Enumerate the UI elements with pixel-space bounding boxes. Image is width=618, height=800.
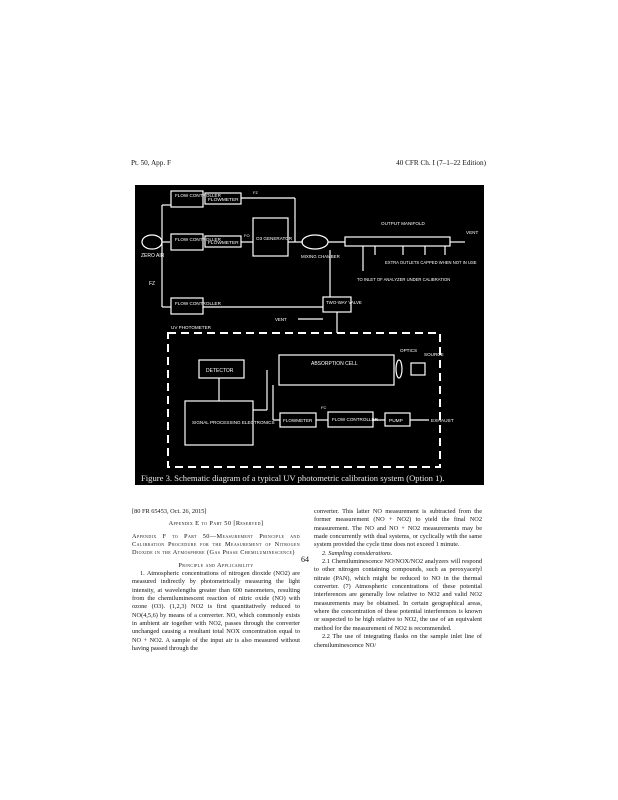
mixing-chamber-label: MIXING CHAMBER bbox=[301, 254, 340, 259]
uv-photometer-box bbox=[168, 333, 440, 467]
flowmeter-3-label: FLOWMETER bbox=[283, 418, 313, 423]
output-manifold bbox=[345, 237, 450, 246]
paragraph-1: 1. Atmospheric concentrations of nitrogen dioxide (NO2) are measured indirectly by photometrically measuring the light intensity, at wavelengths greater than 600 nanometers, resulting from the chemiluminescent reaction of nitric oxide (NO) with ozone (O3). (1,2,3) NO2 is first quantitatively reduced to NO(4,5,6) by means of a converter. NO, which commonly exists in ambient air together with NO2, passes through the converter unchanged causing a resultant total NOX concentration equal to NO + NO2. A sample of the input air is also measured without having passed through the bbox=[132, 570, 300, 653]
flow-controller-1-label: FLOW CONTROLLER bbox=[175, 193, 221, 198]
page-number: 64 bbox=[301, 555, 309, 564]
optics-label: OPTICS bbox=[400, 348, 418, 353]
section-heading: Principle and Applicability bbox=[178, 561, 254, 569]
flowmeter-2-label: FLOWMETER bbox=[208, 241, 239, 246]
uv-photometer-label: UV PHOTOMETER bbox=[171, 325, 211, 330]
paragraph-2-heading: 2. Sampling considerations. bbox=[322, 549, 393, 557]
appendix-f-title: Appendix F to Part 50—Measurement Principle and Calibration Procedure for the Measurement of Nitrogen Dioxide in the Atmosphere (Gas Phase Chemiluminescence) bbox=[132, 532, 300, 557]
running-header-right: 40 CFR Ch. I (7–1–22 Edition) bbox=[396, 159, 486, 167]
appendix-e-title: Appendix E to Part 50 [Reserved] bbox=[168, 520, 264, 528]
o3-generator-label: O3 GENERATOR bbox=[256, 236, 293, 241]
mixing-chamber bbox=[302, 235, 328, 249]
paragraph-2-1: 2.1 Chemiluminescence NO/NOX/NO2 analyzers will respond to other nitrogen containing compounds, such as peroxyacetyl nitrate (PAN), which might be reduced to NO in the thermal converter. (7) Atmospheric concentrations of these potential interferences are generally low relative to NO2 and valid NO2 measurements may be obtained. In certain geographical areas, where the concentration of these potential interferences is known or suspected to be high relative to NO2, the use of an equivalent method for the measurement of NO2 is recommended. bbox=[314, 558, 482, 632]
extra-outlets-label: EXTRA OUTLETS CAPPED WHEN NOT IN USE bbox=[385, 260, 477, 265]
absorption-cell-label: ABSORPTION CELL bbox=[311, 361, 358, 367]
detector-label: DETECTOR bbox=[206, 368, 234, 374]
left-column bbox=[132, 508, 300, 654]
flow-controller-3-label: FLOW CONTROLLER bbox=[175, 301, 221, 306]
absorption-cell bbox=[279, 355, 394, 385]
flowmeter-1-label: FLOWMETER bbox=[208, 198, 239, 203]
fc-label: FC bbox=[321, 405, 327, 410]
exhaust-label: EXHAUST bbox=[431, 419, 454, 424]
paragraph-2-2: 2.2 The use of integrating flasks on the sample inlet line of chemiluminescence NO/ bbox=[314, 633, 482, 649]
pump-label: PUMP bbox=[389, 419, 403, 424]
to-inlet-label: TO INLET OF ANALYZER UNDER CALIBRATION bbox=[357, 277, 451, 282]
flow-controller-2-label: FLOW CONTROLLER bbox=[175, 237, 221, 242]
fz-label: FZ bbox=[149, 281, 156, 287]
output-manifold-label: OUTPUT MANIFOLD bbox=[381, 221, 425, 226]
paragraph-1-continued: converter. This latter NO measurement is subtracted from the former measurement (NO + NO2) to yield the final NO2 measurement. The NO and NO + NO2 measurements may be made concurrently with dual systems, or cyclically with the same system provided the cycle time does not exceed 1 minute. bbox=[314, 508, 482, 549]
source-lamp bbox=[411, 363, 425, 375]
citation: [80 FR 65453, Oct. 26, 2015] bbox=[132, 508, 207, 515]
fo-label: FO bbox=[244, 233, 250, 238]
vent-label-bottom: VENT bbox=[275, 317, 287, 322]
signal-processing-label: SIGNAL PROCESSING ELECTRONICS bbox=[192, 420, 275, 425]
figure-caption: Figure 3. Schematic diagram of a typical UV photometric calibration system (Option 1). bbox=[141, 473, 445, 483]
flow-controller-4-label: FLOW CONTROLLER bbox=[332, 417, 378, 422]
schematic-figure bbox=[135, 185, 484, 485]
vent-label-top: VENT bbox=[466, 230, 479, 235]
zero-air-label: ZERO AIR bbox=[141, 253, 165, 259]
running-header-left: Pt. 50, App. F bbox=[131, 159, 171, 167]
two-way-valve-label: TWO-WAY VALVE bbox=[326, 300, 362, 305]
optics-lens bbox=[396, 360, 402, 378]
right-column bbox=[314, 508, 482, 650]
zero-air-symbol bbox=[142, 235, 162, 249]
fz-top-label: FZ bbox=[253, 190, 258, 195]
source-label: SOURCE bbox=[424, 352, 444, 357]
